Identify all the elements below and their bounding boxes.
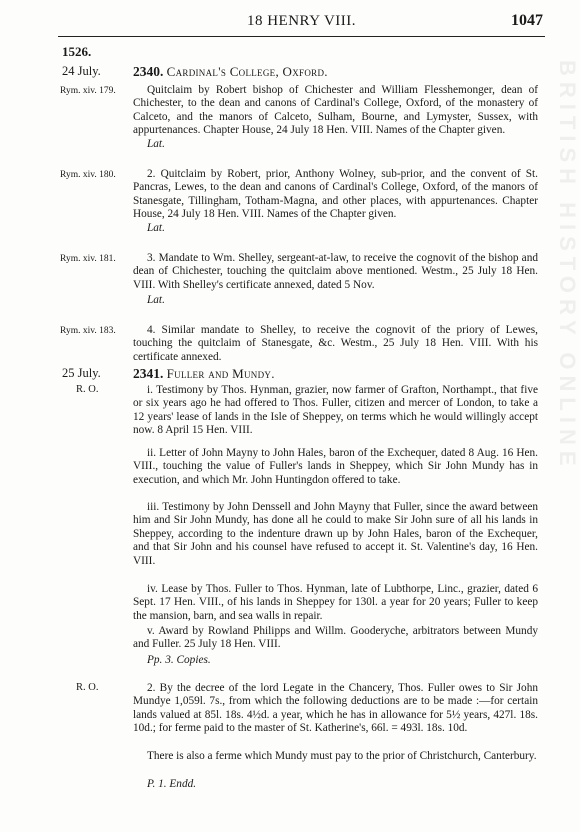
language-note: Lat. <box>147 294 165 306</box>
entry-title: Cardinal's College, Oxford. <box>166 64 328 79</box>
pages-note: P. 1. Endd. <box>147 778 197 790</box>
language-note: Lat. <box>147 138 165 150</box>
entry-paragraph: ii. Letter of John Mayny to John Hales, baron of the Exchequer, dated 8 Aug. 16 Hen. VIII., touching the value of Fuller's lands in Sheppey, which Sir John Mundy has in execution, and which Mr. John Huntingdon offered to take. <box>133 447 538 486</box>
source-reference: Rym. xiv. 183. <box>60 326 116 336</box>
entry-title: Fuller and Mundy. <box>166 366 275 381</box>
watermark: BRITISH HISTORY ONLINE <box>555 60 580 472</box>
entry-number: 2341. <box>133 366 164 381</box>
year-label: 1526. <box>62 44 92 59</box>
entry-paragraph: iii. Testimony by John Denssell and John Mayny that Fuller, since the award between him and Sir John Mundy, has done all he could to make Sir John sure of all his lands in Sheppey, according to the indenture drawn up by John Hales, baron of the Exchequer, and that Sir John and his counsel have refused to accept it. St. Valentine's day, 16 Hen. VIII. <box>133 501 538 567</box>
page-number: 1047 <box>511 12 543 29</box>
source-reference: R. O. <box>76 384 99 395</box>
entry-paragraph: There is also a ferme which Mundy must pay to the prior of Christchurch, Canterbury. <box>147 750 537 762</box>
entry-paragraph: 2. By the decree of the lord Legate in the Chancery, Thos. Fuller owes to Sir John Mundye 1,059l. 7s., from which the following deductions are to be made :—for certain lands valued at 85l. 18s. 4½d. a year, which he has in allowance for 5½ years, 427l. 18s. 10d.; for ferme paid to the master of St. Katherine's, 66l. = 493l. 18s. 10d. <box>133 682 538 735</box>
entry-paragraph: v. Award by Rowland Philipps and Willm. Gooderyche, arbitrators between Mundy and Fuller. 25 July 18 Hen. VIII. <box>133 625 538 651</box>
entry-paragraph: iv. Lease by Thos. Fuller to Thos. Hynman, late of Lubthorpe, Linc., grazier, dated 6 Sept. 17 Hen. VIII., of his lands in Sheppey for 130l. a year for 20 years; Fuller to keep the mansion, barn, and sea walls in repair. <box>133 583 538 622</box>
entry-paragraph: i. Testimony by Thos. Hynman, grazier, now farmer of Grafton, Northampt., that five or six years ago he had offered to Thos. Fuller, citizen and mercer of London, to take a 12 years' lease of lands in the Isle of Sheppey, on terms which he would willingly accept now. 8 April 15 Hen. VIII. <box>133 384 538 437</box>
running-title: 18 HENRY VIII. <box>246 13 357 29</box>
source-reference: R. O. <box>76 682 99 693</box>
entry-heading <box>133 64 328 80</box>
entry-date: 24 July. <box>62 64 101 78</box>
source-reference: Rym. xiv. 181. <box>60 254 116 264</box>
entry-number: 2340. <box>133 64 164 79</box>
entry-heading <box>133 366 275 382</box>
entry-paragraph: 3. Mandate to Wm. Shelley, sergeant-at-law, to receive the cognovit of the bishop and dean of Chichester, touching the quitclaim above mentioned. Westm., 25 July 18 Hen. VIII. With Shelley's certificate annexed, dated 5 Nov. <box>133 252 538 291</box>
source-reference: Rym. xiv. 180. <box>60 170 116 180</box>
page-header <box>58 12 545 37</box>
entry-paragraph: Quitclaim by Robert bishop of Chichester and William Flesshemonger, dean of Chichester, to the dean and canons of Cardinal's College, Oxford, of the monastery of Calceto, and the manors of Calceto, Sulham, Bourne, and Lymyster, Sussex, with appurtenances. Chapter House, 24 July 18 Hen. VIII. Names of the Chapter given. <box>133 84 538 137</box>
entry-paragraph: 4. Similar mandate to Shelley, to receive the cognovit of the priory of Lewes, touching the quitclaim of Stanesgate, &c. Westm., 25 July 18 Hen. VIII. With his certificate annexed. <box>133 324 538 363</box>
language-note: Lat. <box>147 222 165 234</box>
pages-note: Pp. 3. Copies. <box>147 654 211 666</box>
entry-date: 25 July. <box>62 366 101 380</box>
source-reference: Rym. xiv. 179. <box>60 86 116 96</box>
entry-paragraph: 2. Quitclaim by Robert, prior, Anthony Wolney, sub-prior, and the convent of St. Pancras, Lewes, to the dean and canons of Cardinal's College, Oxford, of the manors of Stanesgate, Tillingham, Totham-Magna, and other places, with appurtenances. Chapter House, 24 July 18 Hen. VIII. Names of the Chapter given. <box>133 168 538 221</box>
